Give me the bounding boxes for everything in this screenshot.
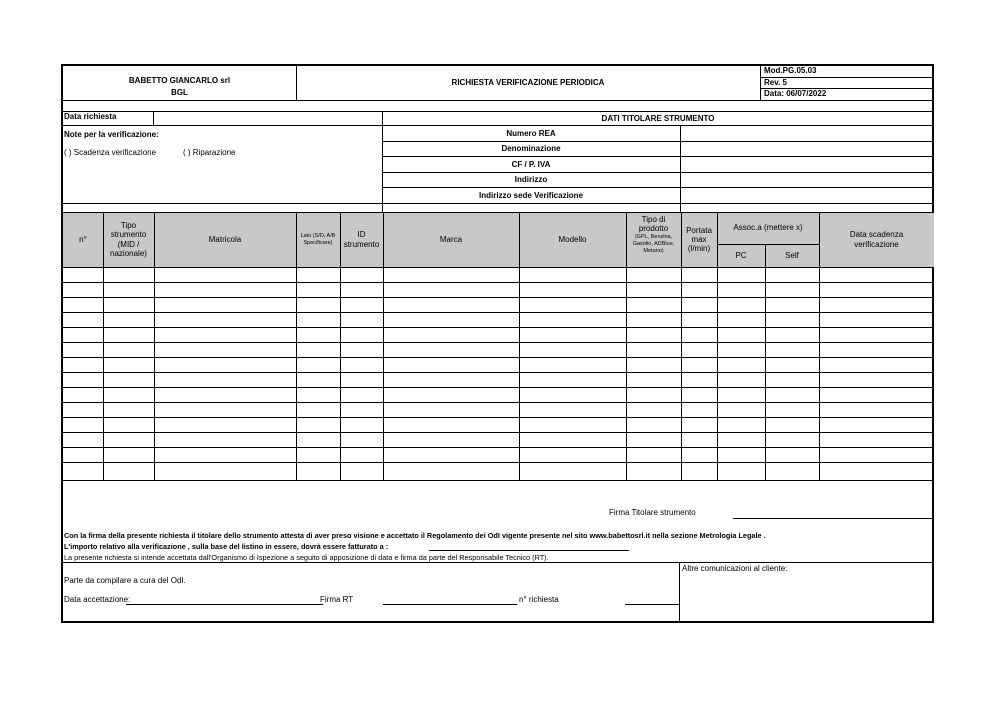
rt-signature-label: Firma RT xyxy=(320,595,354,604)
verification-request-form xyxy=(61,64,934,623)
table-row[interactable] xyxy=(63,372,934,373)
table-row[interactable] xyxy=(63,327,934,328)
col-header-product-type xyxy=(626,216,681,255)
holder-signature-label: Firma Titolare strumento xyxy=(609,508,696,517)
repair-option[interactable]: ( ) Riparazione xyxy=(183,148,236,157)
holder-field-rea: Numero REA xyxy=(506,128,556,138)
col-header-brand: Marca xyxy=(439,234,463,244)
invoice-recipient-line[interactable] xyxy=(429,550,629,551)
table-row[interactable] xyxy=(63,342,934,343)
holder-signature-line[interactable] xyxy=(733,518,932,519)
table-row[interactable] xyxy=(63,432,934,433)
holder-value-rea[interactable] xyxy=(681,126,933,140)
company-code: BGL xyxy=(171,88,188,98)
holder-field-address: Indirizzo xyxy=(514,175,548,185)
holder-value-vat[interactable] xyxy=(681,157,933,171)
other-communications-field[interactable] xyxy=(682,576,932,621)
col-header-self: Self xyxy=(785,250,799,260)
table-row[interactable] xyxy=(63,462,934,463)
holder-field-site-address: Indirizzo sede Verificazione xyxy=(478,190,584,200)
col-header-association: Assoc.a (mettere x) xyxy=(733,223,803,233)
module-code: Mod.PG.05.03 xyxy=(764,66,817,75)
col-header-serial: Matricola xyxy=(208,234,242,244)
product-type-title: Tipo di prodotto xyxy=(638,215,669,233)
holder-value-site-address[interactable] xyxy=(681,188,933,202)
table-row[interactable] xyxy=(63,357,934,358)
col-header-number: n° xyxy=(79,234,87,244)
form-title: RICHIESTA VERIFICAZIONE PERIODICA xyxy=(451,78,605,88)
deadline-option[interactable]: ( ) Scadenza verificazione xyxy=(64,148,157,157)
table-row[interactable] xyxy=(63,282,934,283)
table-row[interactable] xyxy=(63,447,934,448)
table-row[interactable] xyxy=(63,387,934,388)
odi-section-label: Parte da compilare a cura del OdI. xyxy=(64,576,186,585)
rt-signature-line[interactable] xyxy=(383,604,517,605)
revision-date: Data: 06/07/2022 xyxy=(764,89,827,98)
col-header-instrument-id: ID strumento xyxy=(343,230,380,249)
revision: Rev. 5 xyxy=(764,78,787,87)
table-row[interactable] xyxy=(63,417,934,418)
col-header-pc: PC xyxy=(735,250,747,260)
col-header-model: Modello xyxy=(558,234,587,244)
other-communications-label: Altre comunicazioni al cliente: xyxy=(682,564,788,573)
acceptance-date-label: Data accettazione: xyxy=(64,595,131,604)
holder-field-vat: CF / P. IVA xyxy=(511,159,551,169)
request-number-line[interactable] xyxy=(625,604,679,605)
acceptance-text: La presente richiesta si intende accettata dall'Organismo di Ispezione a seguito di apposizione di data e firma da parte del Responsabile Tecnico (RT). xyxy=(64,553,549,562)
invoice-text: L'importo relativo alla verificazione , sulla base del listino in essere, dovrà essere fatturato a : xyxy=(64,542,389,551)
request-date-label: Data richiesta xyxy=(64,112,117,121)
holder-value-address[interactable] xyxy=(681,173,933,187)
product-type-subtitle: (GPL, Benzina, Gasolio, ADBlue, Metano) xyxy=(632,233,675,254)
table-row[interactable] xyxy=(63,480,934,481)
company-name: BABETTO GIANCARLO srl xyxy=(128,76,231,86)
col-header-instrument-type: Tipo strumento (MID / nazionale) xyxy=(110,221,147,258)
request-date-field[interactable] xyxy=(154,112,382,124)
declaration-text: Con la firma della presente richiesta il titolare dello strumento attesta di aver preso visione e accettato il Regolamento dei OdI vigente presente nel sito www.babettosrl.it nella sezione Metrologia Legale . xyxy=(64,531,766,540)
table-row[interactable] xyxy=(63,402,934,403)
col-header-max-flow: Portata max (l/min) xyxy=(686,225,712,254)
holder-field-name: Denominazione xyxy=(501,144,561,154)
request-number-label: n° richiesta xyxy=(519,595,559,604)
verification-notes-label: Note per la verificazione: xyxy=(64,130,159,139)
col-header-side: Lato (S/D, A/B Specificare) xyxy=(300,233,336,246)
table-row[interactable] xyxy=(63,312,934,313)
acceptance-date-line[interactable] xyxy=(126,604,323,605)
holder-value-name[interactable] xyxy=(681,142,933,156)
table-row[interactable] xyxy=(63,297,934,298)
col-header-expiry-date: Data scadenza verificazione xyxy=(849,230,904,249)
holder-section-title: DATI TITOLARE STRUMENTO xyxy=(601,114,715,124)
